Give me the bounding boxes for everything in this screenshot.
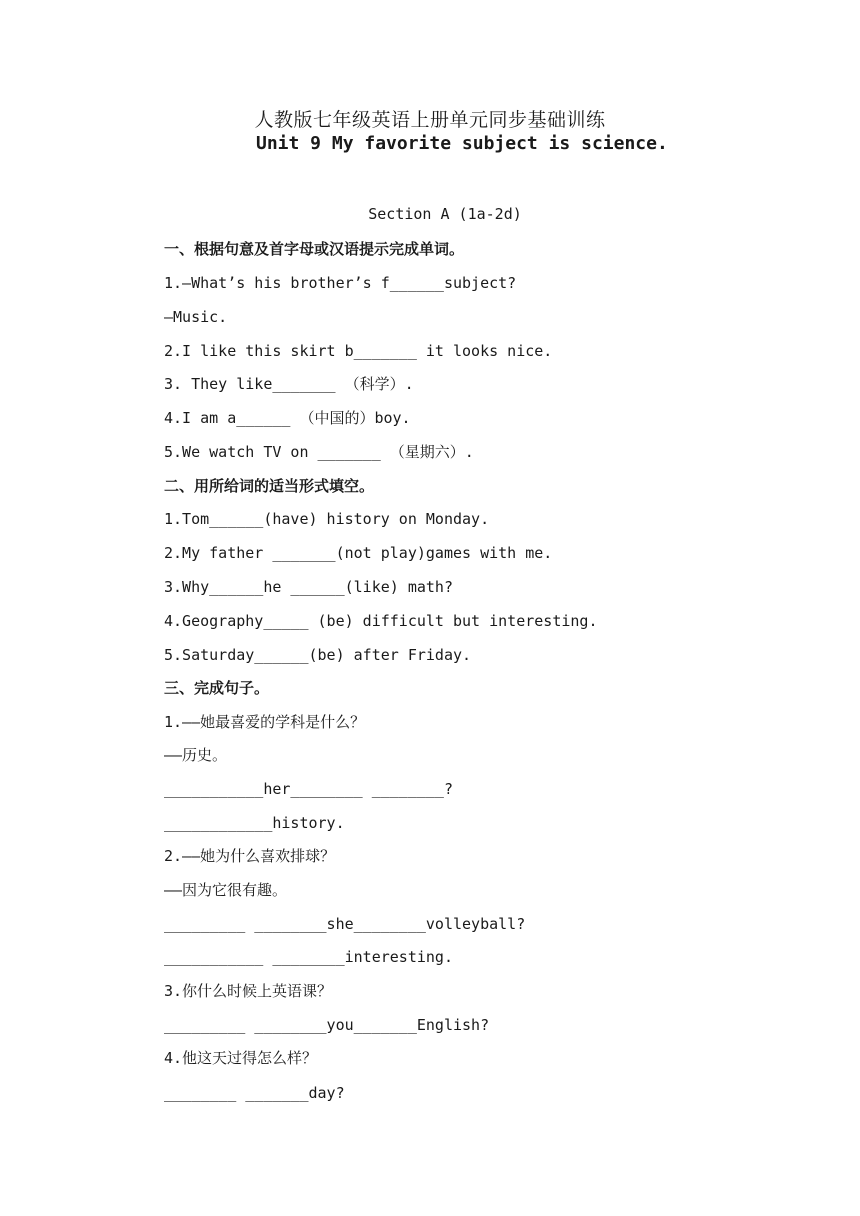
part1-item-1-answer: —Music. (164, 308, 228, 326)
part3-item-4-question: 4.他这天过得怎么样？ (164, 1049, 318, 1067)
part1-item-2: 2.I like this skirt b_______ it looks nice. (164, 342, 553, 360)
part3-heading: 三、完成句子。 (164, 679, 270, 697)
part3-item-1-answer: ——历史。 (164, 746, 228, 764)
part1-item-5: 5.We watch TV on _______ （星期六）. (164, 443, 474, 461)
part1-heading: 一、根据句意及首字母或汉语提示完成单词。 (164, 240, 465, 258)
part3-item-1-blank-b: ____________history. (164, 814, 345, 832)
title-chinese: 人教版七年级英语上册单元同步基础训练 (254, 109, 606, 131)
part3-item-2-blank-a: _________ ________she________volleyball? (164, 915, 526, 933)
part1-item-3: 3. They like_______ （科学）. (164, 375, 414, 393)
part3-item-1-question: 1.——她最喜爱的学科是什么？ (164, 713, 366, 731)
part3-item-3-question: 3.你什么时候上英语课？ (164, 982, 333, 1000)
part2-item-2: 2.My father _______(not play)games with me. (164, 544, 553, 562)
part3-item-2-blank-b: ___________ ________interesting. (164, 948, 453, 966)
section-label: Section A (1a-2d) (368, 205, 522, 223)
part2-item-3: 3.Why______he ______(like) math? (164, 578, 453, 596)
part2-item-1: 1.Tom______(have) history on Monday. (164, 510, 490, 528)
part3-item-2-answer: ——因为它很有趣。 (164, 881, 288, 899)
part2-item-5: 5.Saturday______(be) after Friday. (164, 646, 472, 664)
part3-item-4-blank: ________ _______day? (164, 1084, 345, 1102)
part1-item-4: 4.I am a______ （中国的）boy. (164, 409, 411, 427)
part3-item-2-question: 2.——她为什么喜欢排球？ (164, 847, 336, 865)
part2-heading: 二、用所给词的适当形式填空。 (164, 477, 375, 495)
part3-item-3-blank: _________ ________you_______English? (164, 1016, 490, 1034)
part1-item-1: 1.—What’s his brother’s f______subject? (164, 274, 517, 292)
part2-item-4: 4.Geography_____ (be) difficult but interesting. (164, 612, 598, 630)
part3-item-1-blank-a: ___________her________ ________? (164, 780, 453, 798)
title-english: Unit 9 My favorite subject is science. (256, 133, 668, 154)
